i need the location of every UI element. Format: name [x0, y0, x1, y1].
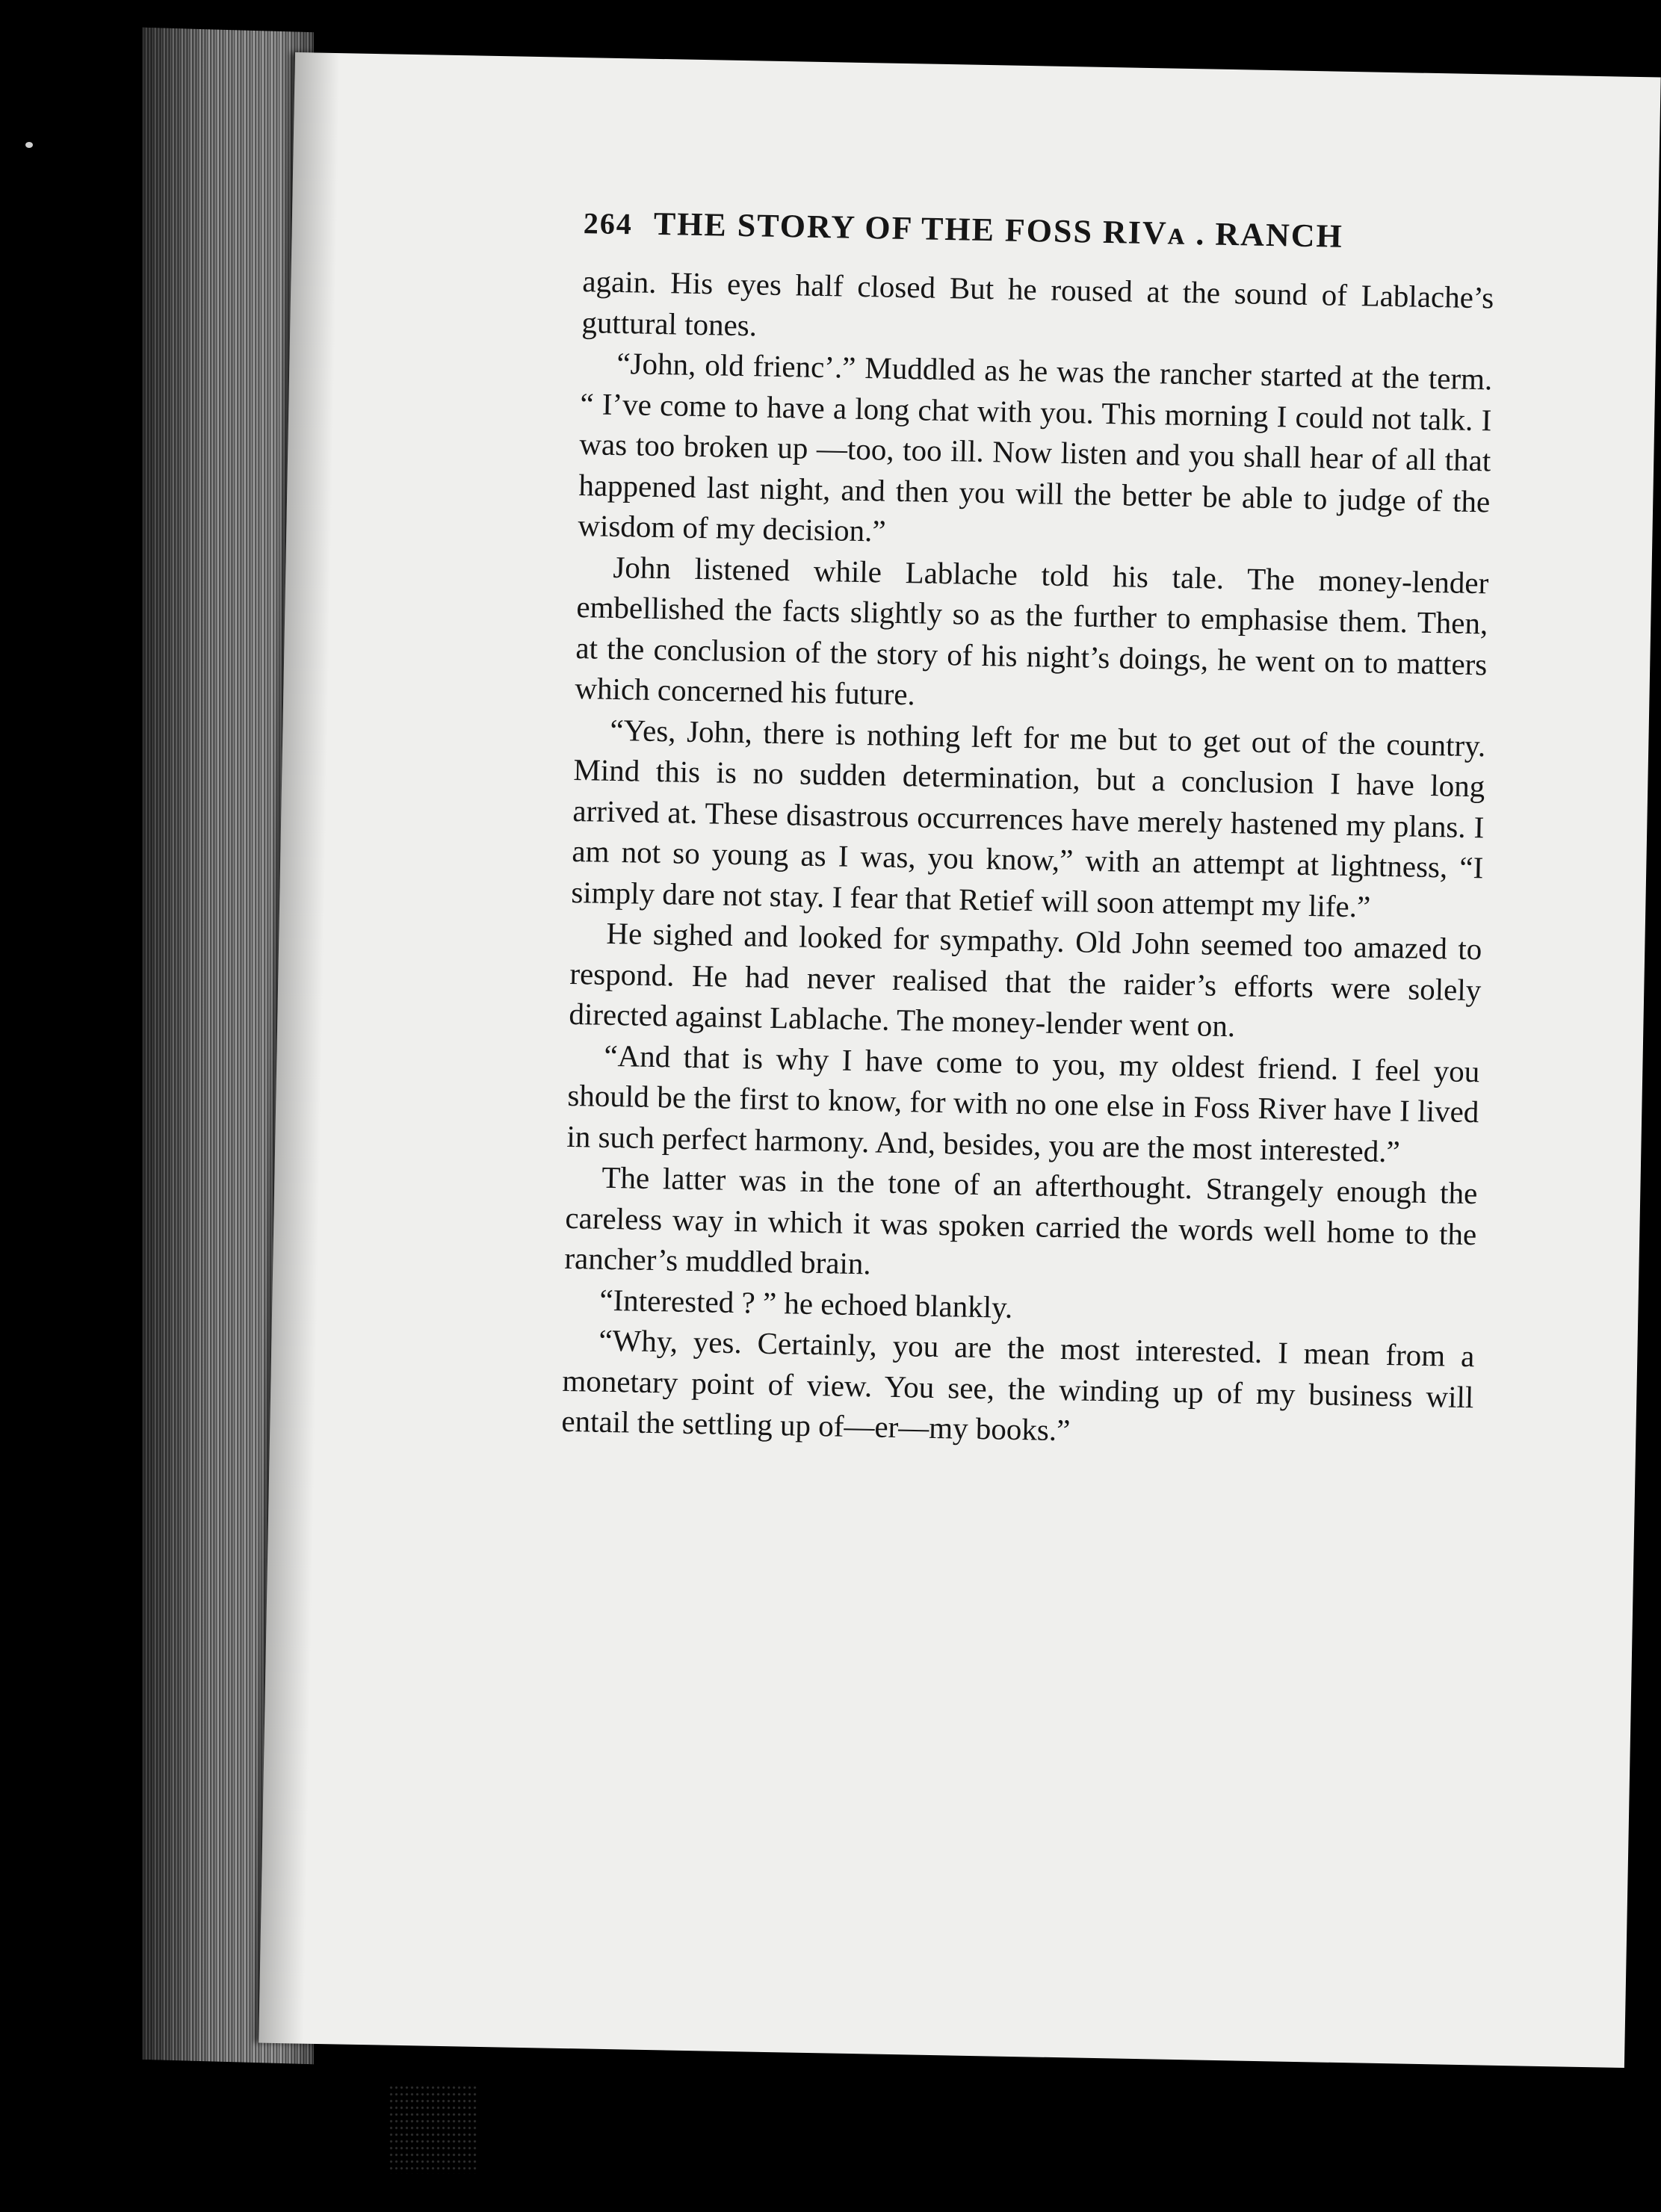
paragraph: “Interested ? ” he echoed blankly. — [599, 1282, 1013, 1325]
page-number: 264 — [583, 206, 634, 241]
book-page — [259, 52, 1661, 2068]
paragraph: John listened while Lablache told his tale. The money-lender embellished the facts slightly so as the further to emphasise them. Then, at the conclusion of the story of his night’s doings, he went on to matters which concerned his future. — [575, 549, 1489, 712]
body-text — [561, 261, 1494, 1458]
running-head — [583, 203, 1495, 258]
paragraph: He sighed and looked for sympathy. Old John seemed too amazed to respond. He had never realised that the raider’s efforts were solely directed against Lablache. The money-lender went on. — [569, 915, 1482, 1044]
text-block — [561, 203, 1495, 1458]
scan-noise — [389, 2084, 478, 2174]
paragraph: “And that is why I have come to you, my oldest friend. I feel you should be the first to know, for with no one else in Foss River have I lived in such perfect harmony. And, besides, you are the most interested.” — [566, 1038, 1480, 1168]
paragraph: again. His eyes half closed But he roused at the sound of Lablache’s guttural tones. — [581, 264, 1494, 342]
paragraph: “John, old frienc’.” Muddled as he was the rancher started at the term. “ I’ve come to have a long chat with you. This morning I could not talk. I was too broken up —too, too ill. Now listen and you shall hear of all that happened last night, and then you will the better be able to judge of the wisdom of my decision.” — [578, 345, 1493, 548]
dust-speck — [25, 142, 33, 148]
running-title: THE STORY OF THE FOSS RIVᴀ . RANCH — [653, 205, 1344, 255]
paragraph: “Why, yes. Certainly, you are the most interested. I mean from a monetary point of view. You see, the winding up of my business will entail the settling up of—er—my books.” — [561, 1322, 1475, 1448]
paragraph: The latter was in the tone of an afterthought. Strangely enough the careless way in which it was spoken carried the words well home to the rancher’s muddled brain. — [564, 1159, 1478, 1281]
paragraph: “Yes, John, there is nothing left for me but to get out of the country. Mind this is no sudden determination, but a conclusion I have long arrived at. These disastrous occurrences have merely hastened my plans. I am not so young as I was, you know,” with an attempt at lightness, “I simply dare not stay. I fear that Retief will soon attempt my life.” — [571, 712, 1486, 924]
